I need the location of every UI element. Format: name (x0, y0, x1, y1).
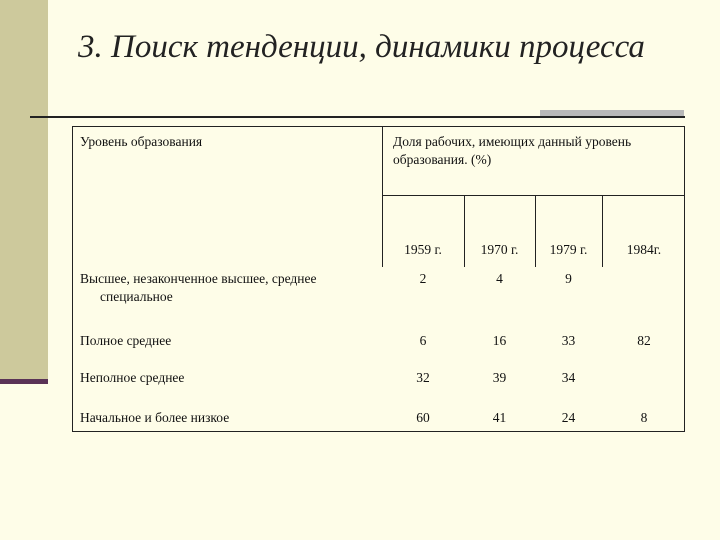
row-value: 24 (561, 410, 576, 425)
header-share: Доля рабочих, имеющих данный уровень образования. (%) (393, 134, 632, 167)
slide-title: 3. Поиск тенденции, динамики процесса (78, 29, 645, 65)
row-label-full-secondary: Полное среднее (80, 333, 172, 348)
row-value: 4 (496, 271, 503, 286)
year-1970: 1970 г. (480, 242, 519, 257)
education-table (72, 126, 685, 432)
row-value: 39 (492, 370, 507, 385)
row-value: 16 (492, 333, 507, 348)
row-value: 33 (561, 333, 576, 348)
decorative-left-bar-accent (0, 379, 48, 384)
row-value: 82 (637, 333, 651, 348)
year-1959: 1959 г. (404, 242, 442, 257)
row-label-incomplete-secondary: Неполное среднее (80, 370, 185, 385)
header-education-level: Уровень образования (80, 134, 203, 149)
year-1984: 1984г. (626, 242, 662, 257)
decorative-left-bar (0, 0, 48, 382)
row-value: 2 (419, 271, 427, 286)
row-value: 32 (416, 370, 430, 385)
year-1979: 1979 г. (549, 242, 588, 257)
row-value: 6 (419, 333, 427, 348)
table-divider-header (382, 195, 685, 196)
title-rule (30, 116, 685, 118)
table-divider-main (382, 127, 383, 195)
row-label-primary: Начальное и более низкое (80, 410, 230, 425)
row-value: 60 (416, 410, 430, 425)
row-value: 41 (492, 410, 507, 425)
row-value: 34 (561, 370, 576, 385)
row-value: 9 (565, 271, 572, 286)
row-label-higher: Высшее, незаконченное высшее, среднее специальное (80, 271, 317, 304)
row-value: 8 (640, 410, 648, 425)
